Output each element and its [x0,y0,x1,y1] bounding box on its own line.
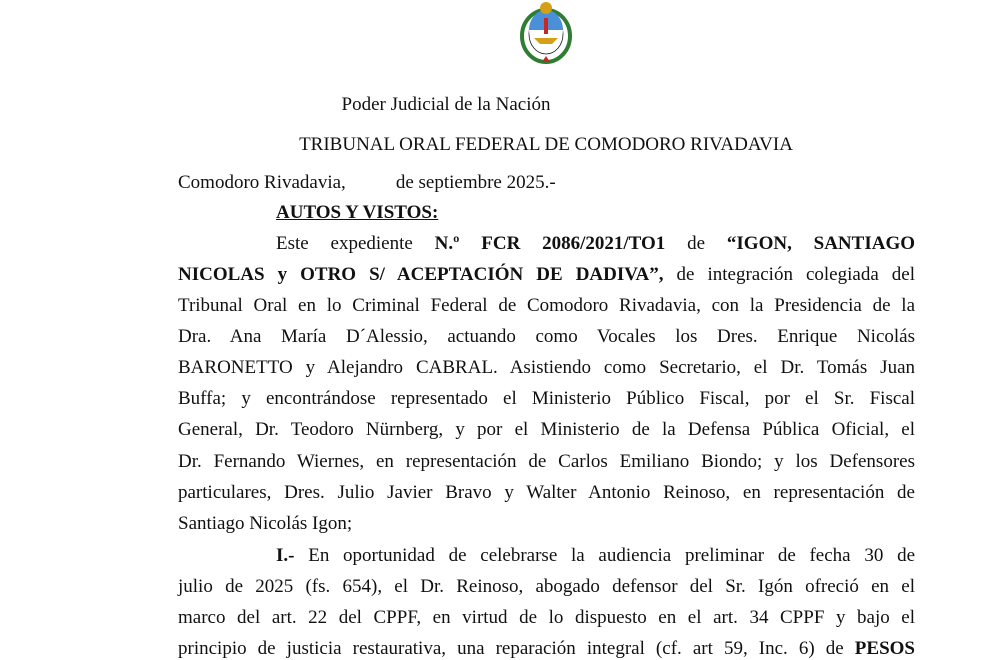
paragraph-2-line-1 [276,545,915,567]
para2-text: principio de justicia restaurativa, una reparación integral (cf. art 59, Inc. 6) de [178,638,855,659]
paragraph-1-line-10: Santiago Nicolás Igon; [178,513,353,534]
paragraph-1-line-6: Buffa; y encontrándose representado el Ministerio Público Fiscal, por el Sr. Fiscal [178,388,915,409]
section-title: AUTOS Y VISTOS: [276,202,439,223]
paragraph-2-line-2: julio de 2025 (fs. 654), el Dr. Reinoso, abogado defensor del Sr. Igón ofreció en el [178,576,915,597]
date-city: Comodoro Rivadavia, [178,172,346,193]
case-title: “IGON, SANTIAGO [726,233,915,254]
paragraph-2-line-4 [178,638,915,660]
paragraph-1-line-2 [178,264,915,286]
paragraph-2-line-3: marco del art. 22 del CPPF, en virtud de lo dispuesto en el art. 34 CPPF y bajo el [178,607,915,628]
para1-text: de [665,233,727,254]
date-line [178,172,915,194]
paragraph-number: I.- [276,545,295,566]
date-text: de septiembre 2025.- [395,172,556,193]
tribunal-name: TRIBUNAL ORAL FEDERAL DE COMODORO RIVADAVIA [299,134,793,155]
case-title: NICOLAS y OTRO S/ ACEPTACIÓN DE DADIVA”, [178,264,664,285]
paragraph-1-line-7: General, Dr. Teodoro Nürnberg, y por el Ministerio de la Defensa Pública Oficial, el [178,419,915,440]
para1-text: Este expediente [276,233,435,254]
para1-text: de integración colegiada del [663,264,915,285]
para2-text: En oportunidad de celebrarse la audiencia preliminar de fecha 30 de [294,545,915,566]
case-number: N.º FCR 2086/2021/TO1 [434,233,666,254]
argentina-coat-of-arms-icon [516,0,576,64]
paragraph-1-line-4: Dra. Ana María D´Alessio, actuando como Vocales los Dres. Enrique Nicolás [178,326,915,347]
paragraph-1-line-5: BARONETTO y Alejandro CABRAL. Asistiendo como Secretario, el Dr. Tomás Juan [178,357,915,378]
paragraph-1-line-8: Dr. Fernando Wiernes, en representación de Carlos Emiliano Biondo; y los Defensores [178,451,915,472]
amount-label: PESOS [854,638,915,659]
court-name: Poder Judicial de la Nación [341,94,551,115]
paragraph-1-line-1 [276,233,915,255]
paragraph-1-line-9: particulares, Dres. Julio Javier Bravo y Walter Antonio Reinoso, en representación de [178,482,915,503]
paragraph-1-line-3: Tribunal Oral en lo Criminal Federal de Comodoro Rivadavia, con la Presidencia de la [178,295,915,316]
